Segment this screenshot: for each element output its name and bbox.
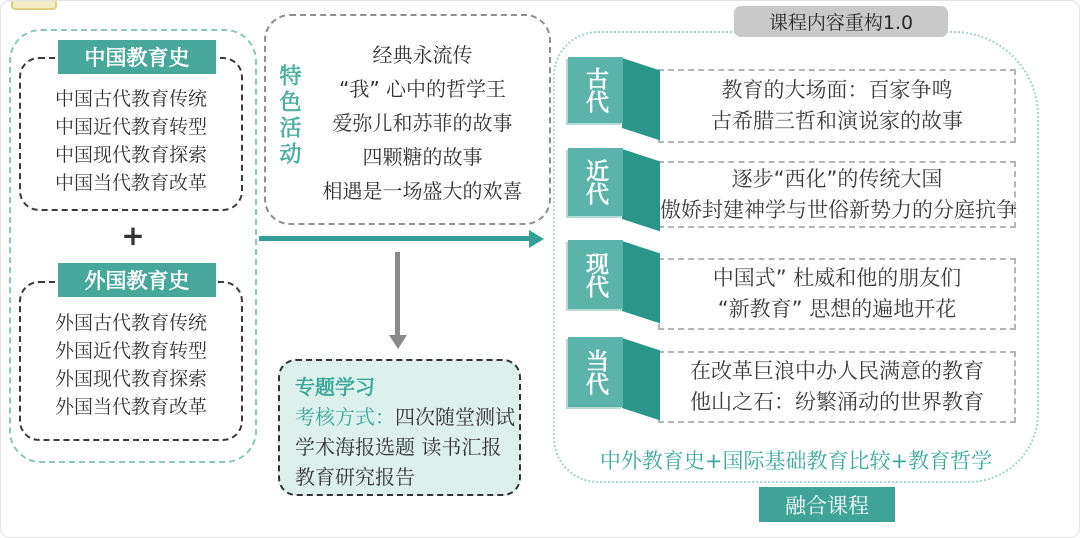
china-history-item: 中国古代教育传统 <box>54 88 207 110</box>
era-content-line: 逐步“西化”的传统大国 <box>731 166 943 191</box>
activity-item: “我” 心中的哲学王 <box>338 77 507 101</box>
special-activities-list <box>302 38 543 208</box>
era-content-line: 古希腊三哲和演说家的故事 <box>711 109 963 133</box>
era-content-contemporary <box>658 351 1016 423</box>
era-tab-label: 近代 <box>582 159 608 205</box>
corner-tab-decoration <box>11 0 57 10</box>
china-history-box <box>19 57 243 211</box>
china-history-item: 中国现代教育探索 <box>54 144 207 166</box>
foreign-history-header: 外国教育史 <box>58 263 216 297</box>
fusion-summary-text: 中外教育史+国际基础教育比较+教育哲学 <box>599 449 993 473</box>
right-arrow <box>259 236 531 241</box>
era-tab-ancient <box>568 57 623 123</box>
era-content-early-modern <box>658 161 1016 228</box>
seminar-box <box>278 359 521 496</box>
era-content-line: 他山之石：纷繁涌动的世界教育 <box>690 390 984 414</box>
era-content-ancient <box>658 69 1016 143</box>
era-tab-fold <box>622 58 660 140</box>
page-title: 课程内容重构1.0 <box>734 6 948 37</box>
era-tab-label: 现代 <box>582 251 608 298</box>
assessment-label: 考核方式： <box>295 405 395 429</box>
foreign-history-item: 外国近代教育转型 <box>54 340 207 362</box>
foreign-history-item: 外国古代教育传统 <box>54 312 207 334</box>
plus-sign: + <box>121 219 145 252</box>
era-tab-early-modern <box>568 148 623 216</box>
era-tab-label: 古代 <box>582 67 608 113</box>
seminar-title: 专题学习 <box>295 375 375 399</box>
era-tab-contemporary <box>568 337 623 407</box>
china-history-item: 中国近代教育转型 <box>54 116 207 138</box>
era-tab-label: 当代 <box>582 349 608 395</box>
era-content-line: 在改革巨浪中办人民满意的教育 <box>690 359 984 383</box>
foreign-history-item: 外国当代教育改革 <box>54 396 207 418</box>
right-arrow-head-icon <box>529 230 544 248</box>
era-tab-fold <box>622 241 660 323</box>
foreign-history-item: 外国现代教育探索 <box>54 368 207 390</box>
foreign-history-box <box>19 281 243 441</box>
assessment-line <box>295 402 519 432</box>
era-tab-fold <box>622 338 660 420</box>
activity-item: 相遇是一场盛大的欢喜 <box>322 179 523 203</box>
china-history-item: 中国当代教育改革 <box>54 172 207 194</box>
down-arrow <box>395 252 400 336</box>
era-content-modern <box>658 258 1016 330</box>
era-tab-fold <box>622 149 660 231</box>
era-content-line: 教育的大场面：百家争鸣 <box>721 78 953 102</box>
assessment-value: 四次随堂测试 <box>395 405 515 429</box>
activity-item: 经典永流传 <box>372 43 473 67</box>
assessment-line: 教育研究报告 <box>295 465 415 489</box>
era-tab-modern <box>568 240 623 309</box>
era-content-line: 傲娇封建神学与世俗新势力的分庭抗争 <box>660 197 1017 222</box>
special-activities-box <box>264 14 551 225</box>
down-arrow-head-icon <box>389 335 407 349</box>
assessment-line: 学术海报选题 读书汇报 <box>295 435 502 459</box>
activity-item: 四颗糖的故事 <box>362 145 483 169</box>
era-content-line: 中国式” 杜威和他的朋友们 <box>712 266 962 290</box>
activity-item: 爱弥儿和苏菲的故事 <box>332 111 513 135</box>
china-history-header: 中国教育史 <box>58 40 216 74</box>
special-activities-label: 特色活动 <box>276 64 301 168</box>
era-content-line: “新教育” 思想的遍地开花 <box>717 297 957 321</box>
fusion-course-badge: 融合课程 <box>759 487 895 522</box>
